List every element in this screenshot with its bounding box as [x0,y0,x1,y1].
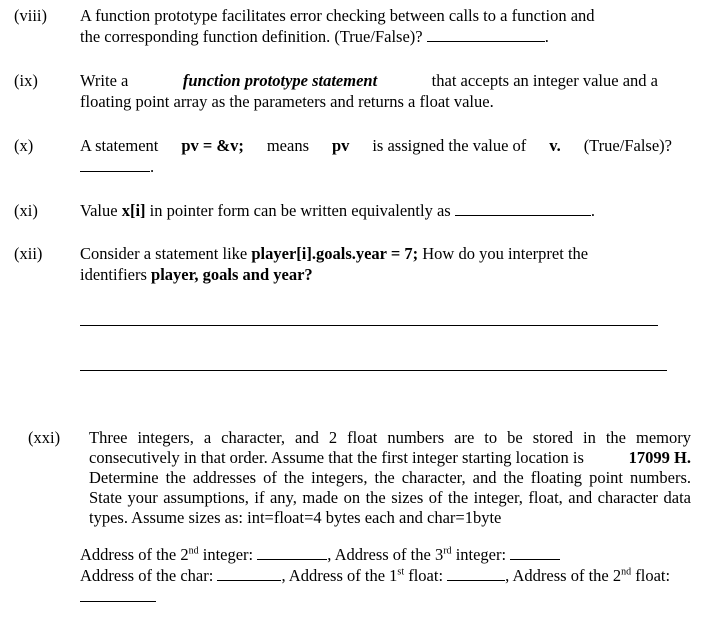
question-text-content: the corresponding function definition. (True/False)? [80,27,423,46]
question-text [80,201,595,221]
text-segment: How do you interpret the [422,244,589,263]
text-segment: A statement [80,136,159,155]
answer-blank-2nd-integer[interactable] [257,545,327,560]
question-number: (xi) [14,201,38,220]
text-segment: integer: [455,545,507,564]
answer-line[interactable] [80,325,658,326]
text-segment: Address of the 2 [80,545,189,564]
text-segment: identifiers [80,265,147,284]
period: . [544,27,549,46]
text-segment: integer: [202,545,254,564]
text-segment: State your assumptions, if any, made on the sizes of the integer, float, and character data [89,488,691,507]
question-text-line5: types. Assume sizes as: int=float=4 bytes each and char=1byte [89,508,502,527]
period: . [590,201,595,220]
address-row-1 [80,545,560,565]
question-text [80,244,588,264]
text-segment: , Address of the 2 [505,566,622,585]
question-text [80,136,672,156]
text-segment: Three integers, a character, and 2 float numbers are to be stored in the memory [89,428,691,447]
text-segment: Determine the addresses of the integers, the character, and the floating point numbers. [89,468,691,487]
text-segment: float: [635,566,671,585]
question-text [80,71,658,91]
question-answer-line [80,157,154,177]
question-text-line3 [89,468,691,488]
emphasis-text: player, goals and year? [151,265,313,284]
code-text: pv [331,136,350,155]
code-text: x[i] [121,201,146,220]
answer-line[interactable] [80,370,667,371]
question-text-line2 [80,265,313,285]
period: . [150,157,155,176]
text-segment: Value [80,201,118,220]
emphasis-text: 17099 H. [628,448,691,467]
question-text-line2 [89,448,691,468]
question-number: (xii) [14,244,43,263]
text-segment: consecutively in that order. Assume that the first integer starting location is [89,448,584,467]
address-row-2 [80,566,670,586]
answer-blank-2nd-float[interactable] [80,601,156,602]
question-text-line1 [89,428,691,448]
question-number: (x) [14,136,34,155]
text-segment: (True/False)? [583,136,672,155]
answer-blank[interactable] [427,27,545,42]
question-text-line4 [89,488,691,508]
question-text: A function prototype facilitates error checking between calls to a function and [80,6,595,25]
text-segment: Write a [80,71,129,90]
answer-blank[interactable] [80,157,150,172]
answer-blank-char[interactable] [217,566,281,581]
superscript: rd [443,545,452,557]
code-text: v. [549,136,561,155]
text-segment: means [266,136,309,155]
text-segment: in pointer form can be written equivalently as [149,201,451,220]
question-number: (ix) [14,71,38,90]
emphasis-text: function prototype statement [182,71,378,90]
superscript: nd [188,545,199,557]
superscript: nd [621,566,632,578]
code-text: pv = &v; [181,136,244,155]
text-segment: Address of the char: [80,566,214,585]
question-number: (xxi) [28,428,61,447]
question-text-line2 [80,27,549,47]
answer-blank[interactable] [455,201,591,216]
question-text-line2: floating point array as the parameters and returns a float value. [80,92,494,111]
answer-blank-3rd-integer[interactable] [510,545,560,560]
answer-blank-1st-float[interactable] [447,566,505,581]
code-text: player[i].goals.year = 7; [251,244,419,263]
question-number: (viii) [14,6,47,25]
superscript: st [397,566,405,578]
text-segment: , Address of the 1 [281,566,398,585]
text-segment: that accepts an integer value and a [431,71,658,90]
text-segment: , Address of the 3 [327,545,444,564]
text-segment: is assigned the value of [372,136,527,155]
text-segment: Consider a statement like [80,244,248,263]
text-segment: float: [408,566,444,585]
